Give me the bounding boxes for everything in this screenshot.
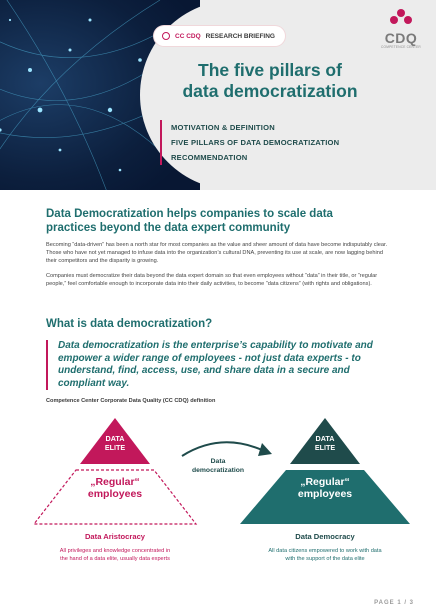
left-regular-label — [56, 476, 174, 500]
democratization-diagram — [0, 410, 436, 590]
arrow-label-line-1: Data — [210, 458, 226, 465]
definition-source: Competence Center Corporate Data Quality (CC CDQ) definition — [46, 398, 216, 404]
toc-item: FIVE PILLARS OF DATA DEMOCRATIZATION — [171, 138, 340, 147]
page-title — [160, 60, 380, 102]
intro-paragraph-2: Companies must democratize their data beyond the data expert domain so that even employees without “data” in their title, or “regular people,” feel comfortable enough to incorporate data into their daily activities, to become “data citizens” (with rights and obligations). — [46, 273, 378, 287]
page-number: PAGE 1 / 3 — [374, 600, 414, 606]
right-elite-line-1: DATA — [315, 434, 335, 443]
left-caption-title: Data Aristocracy — [84, 532, 146, 541]
left-elite-label — [80, 434, 150, 452]
right-regular-label — [266, 476, 384, 500]
right-elite-label — [290, 434, 360, 452]
badge-org: CC CDQ — [175, 32, 201, 40]
right-regular-line-1: „Regular“ — [300, 476, 350, 488]
left-caption-text: All privileges and knowledge concentrated in the hand of a data elite, usually data experts — [59, 548, 171, 562]
toc-item: MOTIVATION & DEFINITION — [171, 123, 275, 132]
right-regular-line-2: employees — [297, 488, 353, 500]
badge-circle-icon — [162, 32, 170, 40]
intro-heading: Data Democratization helps companies to scale data practices beyond the data expert community — [46, 208, 333, 234]
research-briefing-badge — [154, 26, 285, 46]
intro-paragraph-1: Becoming “data-driven” has been a north star for most companies as the value and sheer amount of data have become indisputably clear. Those who have not yet managed to infuse data into the organization’s cultural DNA, preventing its use at scale, are now lagging behind their competitors and the disparity is growing. — [46, 242, 388, 264]
title-line-2: data democratization — [182, 81, 358, 101]
table-of-contents — [160, 120, 339, 165]
arrow-label-line-2: democratization — [191, 466, 245, 474]
definition-quote: Data democratization is the enterprise’s capability to motivate and empower a wider range of employees - not just data experts - to understand, find, access, use, and share data in a secure and compliant way. — [46, 340, 376, 390]
left-elite-line-1: DATA — [105, 434, 125, 443]
right-elite-line-2: ELITE — [314, 443, 336, 452]
arrow-label — [178, 458, 258, 475]
toc-item: RECOMMENDATION — [171, 153, 248, 162]
cdq-logo — [378, 8, 424, 49]
right-caption-text: All data citizens empowered to work with data with the support of the data elite — [268, 548, 382, 562]
logo-subtext: COMPETENCE CENTER — [381, 45, 421, 49]
democratization-arrow — [182, 442, 262, 456]
badge-kind: RESEARCH BRIEFING — [205, 32, 275, 40]
right-caption-title: Data Democracy — [295, 532, 355, 541]
arrow-head-icon — [258, 443, 272, 456]
definition-heading: What is data democratization? — [46, 318, 213, 330]
left-elite-line-2: ELITE — [104, 443, 126, 452]
logo-dots-icon — [381, 8, 421, 26]
diagram-shapes — [0, 410, 436, 590]
title-line-1: The five pillars of — [198, 60, 342, 80]
left-regular-line-1: „Regular“ — [90, 476, 140, 488]
header-band — [0, 0, 436, 190]
left-regular-line-2: employees — [87, 488, 143, 500]
logo-text: CDQ — [384, 30, 418, 46]
